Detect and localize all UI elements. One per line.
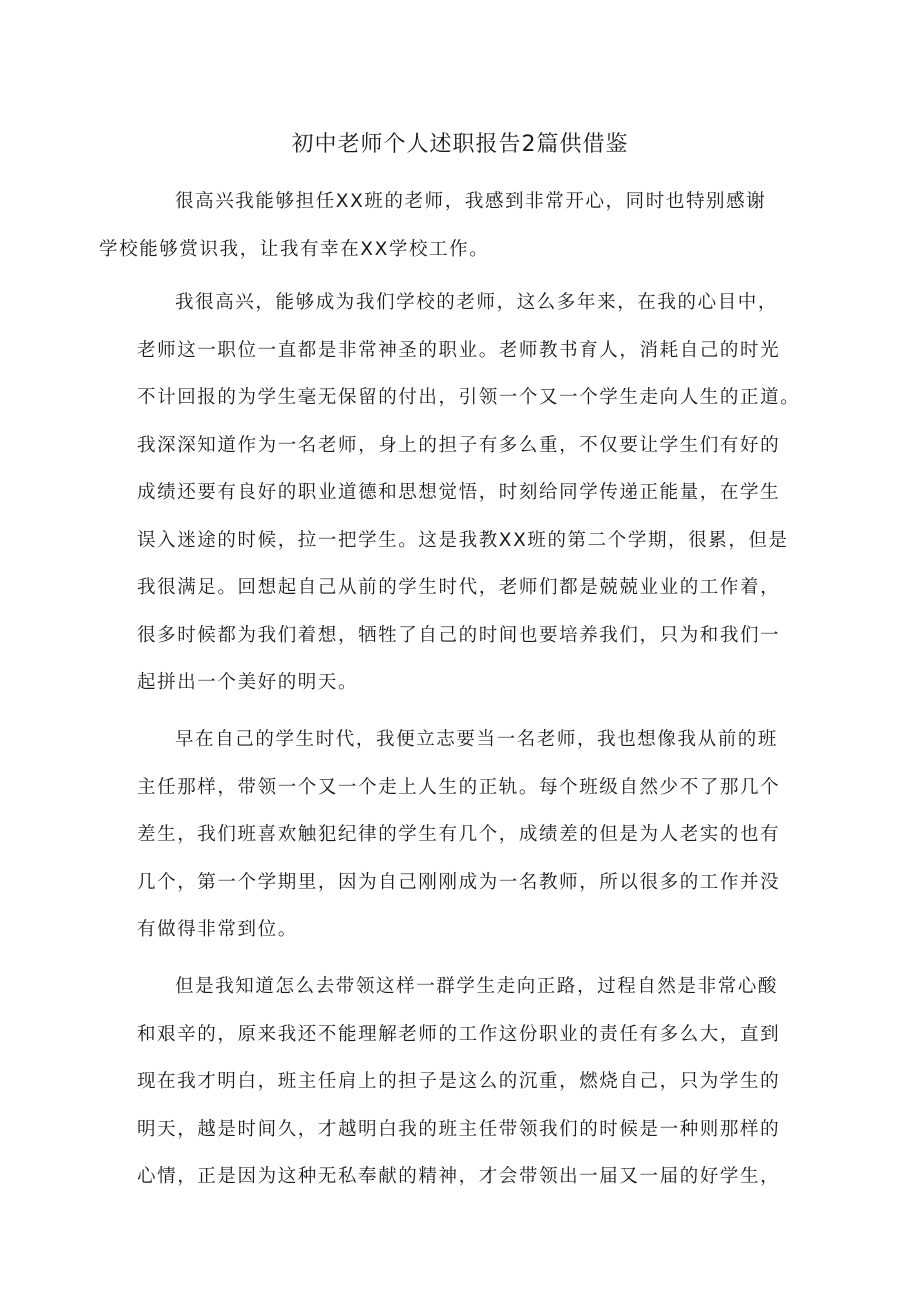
paragraph-line: 和艰辛的，原来我还不能理解老师的工作这份职业的责任有多么大，直到 — [137, 1023, 781, 1045]
paragraph-line: 起拼出一个美好的明天。 — [137, 672, 359, 693]
paragraph-4 — [137, 963, 797, 1201]
paragraph-line: 心情，正是因为这种无私奉献的精神，才会带领出一届又一届的好学生， — [137, 1166, 781, 1187]
paragraph-line: 不计回报的为学生毫无保留的付出，引领一个又一个学生走向人生的正道。 — [137, 387, 801, 408]
paragraph-line: 差生，我们班喜欢触犯纪律的学生有几个，成绩差的但是为人老实的也有 — [137, 824, 781, 845]
paragraph-line: 有做得非常到位。 — [137, 919, 298, 940]
document-title: 初中老师个人述职报告2篇供借鉴 — [291, 132, 629, 157]
paragraph-line: 误入迷途的时候，拉一把学生。这是我教XX班的第二个学期，很累，但是 — [137, 529, 789, 551]
paragraph-line: 学校能够赏识我，让我有幸在XX学校工作。 — [99, 238, 490, 260]
paragraph-line: 几个，第一个学期里，因为自己刚刚成为一名教师，所以很多的工作并没 — [137, 871, 781, 893]
paragraph-line: 明天，越是时间久，才越明白我的班主任带领我们的时候是一种则那样的 — [137, 1118, 781, 1140]
paragraph-line: 老师这一职位一直都是非常神圣的职业。老师教书育人，消耗自己的时光 — [137, 339, 781, 361]
paragraph-line: 我很满足。回想起自己从前的学生时代，老师们都是兢兢业业的工作着， — [137, 577, 781, 598]
paragraph-line: 我很高兴，能够成为我们学校的老师，这么多年来，在我的心目中， — [175, 292, 779, 313]
paragraph-line: 我深深知道作为一名老师，身上的担子有多么重，不仅要让学生们有好的 — [137, 434, 781, 456]
paragraph-line: 很多时候都为我们着想，牺牲了自己的时间也要培养我们，只为和我们一 — [137, 624, 781, 646]
paragraph-line: 早在自己的学生时代，我便立志要当一名老师，我也想像我从前的班 — [175, 729, 779, 750]
paragraph-line: 但是我知道怎么去带领这样一群学生走向正路，过程自然是非常心酸 — [175, 976, 779, 997]
paragraph-line: 很高兴我能够担任XX班的老师，我感到非常开心，同时也特别感谢 — [175, 191, 767, 212]
paragraph-1 — [99, 178, 797, 273]
paragraph-line: 现在我才明白，班主任肩上的担子是这么的沉重，燃烧自己，只为学生的 — [137, 1071, 781, 1092]
paragraph-3 — [137, 716, 797, 954]
paragraph-line: 主任那样，带领一个又一个走上人生的正轨。每个班级自然少不了那几个 — [137, 776, 781, 798]
paragraph-2 — [137, 279, 801, 707]
paragraph-line: 成绩还要有良好的职业道德和思想觉悟，时刻给同学传递正能量，在学生 — [137, 482, 781, 503]
